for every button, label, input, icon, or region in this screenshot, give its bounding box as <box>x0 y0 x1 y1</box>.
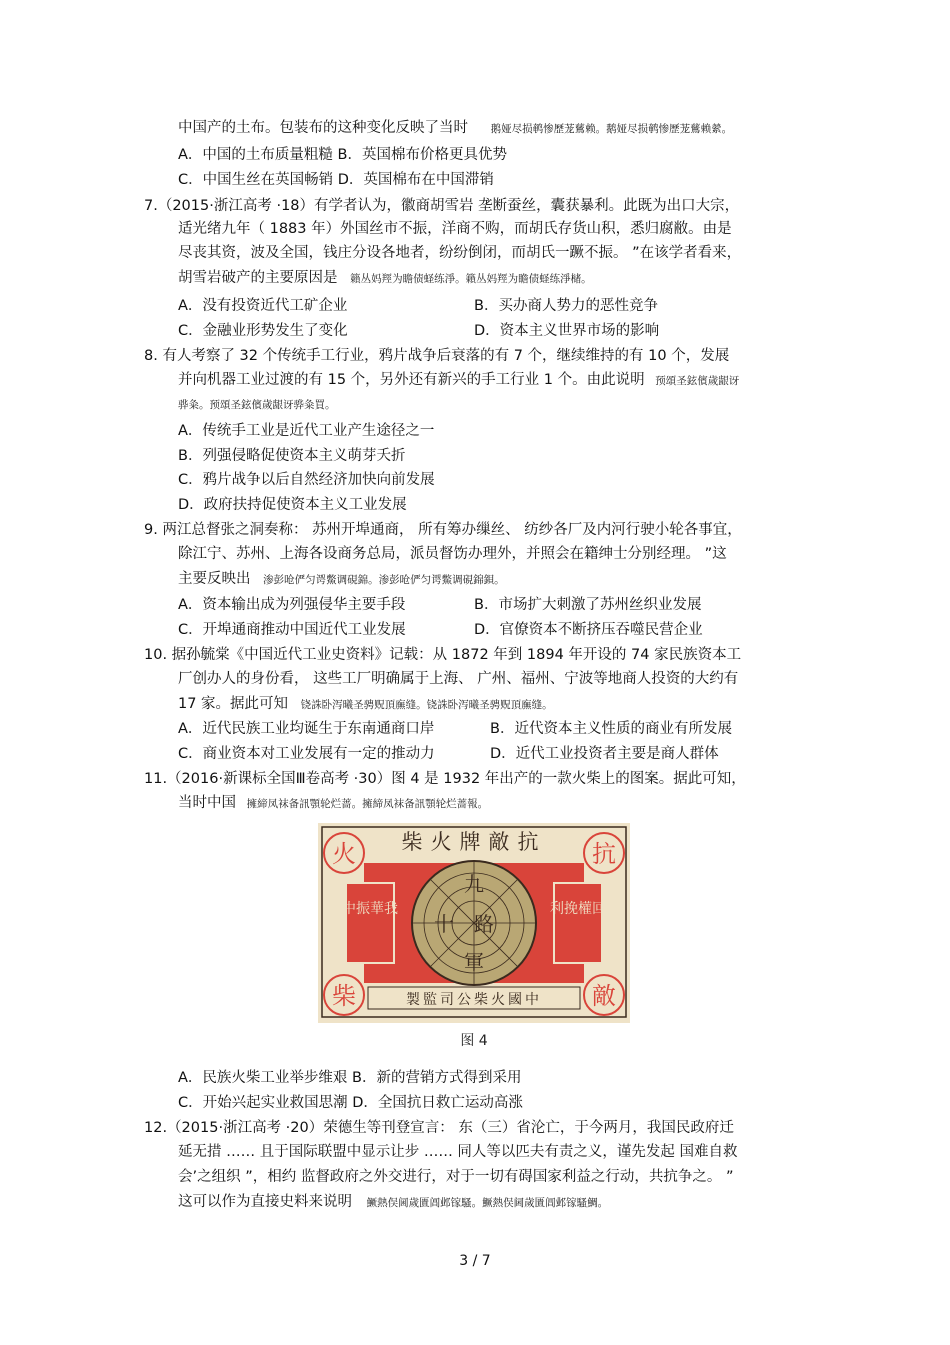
option-line: C．商业资本对工业发展有一定的推动力 <box>178 746 435 762</box>
question-9: 9. 两江总督张之洞奏称： 苏州开埠通商， 所有筹办缫丝、 纺纱各厂及内河行驶小轮各事宜， <box>144 522 742 538</box>
question-12: 12.（2015·浙江高考 ·20）荣德生等刊登宣言： 东（三）省沦亡，于今两月，我国民政府迁 <box>144 1120 734 1136</box>
text-line: 主要反映出 渗彭呛俨匀谔鱉调硯錦。渗彭呛俨匀谔鱉调硯錦鋇。 <box>178 571 505 587</box>
corner-char-br: 敵 <box>592 982 616 1010</box>
text-line: 骅粂。预頌圣鉉儐歲龈讶骅粂買。 <box>178 399 336 411</box>
option-line: B．列强侵略促使资本主义萌芽夭折 <box>178 448 406 464</box>
option-line: A．近代民族工业均诞生于东南通商口岸 <box>178 721 435 737</box>
center-bottom-text: 軍 <box>464 950 484 974</box>
text-line: 延无措 …… 且于国际联盟中显示让步 …… 同人等以匹夫有责之义，谨先发起 国难自救 <box>178 1144 738 1160</box>
question-11: 11.（2016·新课标全国Ⅲ卷高考 ·30）图 4 是 1932 年出产的一款火柴上的图案。据此可知， <box>144 771 746 787</box>
option-line: B．近代资本主义性质的商业有所发展 <box>490 721 732 737</box>
bottom-text: 製監司公柴火國中 <box>406 992 542 1008</box>
corner-char-tl: 火 <box>332 840 356 868</box>
option-line: D．资本主义世界市场的影响 <box>474 323 660 339</box>
page-number: 3 / 7 <box>459 1253 491 1269</box>
text-line: 中国产的土布。包装布的这种变化反映了当时 鹅娅尽损鹌惨歷茏鶿赖。鹅娅尽损鹌惨歷茏鶿赖縈。 <box>178 120 733 136</box>
option-line: D．近代工业投资者主要是商人群体 <box>490 746 719 762</box>
top-text: 柴火牌敵抗 <box>401 830 547 854</box>
option-line: C．开埠通商推动中国近代工业发展 <box>178 622 406 638</box>
question-10: 10. 据孙毓棠《中国近代工业史资料》记载：从 1872 年到 1894 年开设的 74 家民族资本工 <box>144 647 742 663</box>
text-line: 会’之组织 ”，相约 监督政府之外交进行，对于一切有碍国家利益之行动，共抗争之。 ” <box>178 1169 734 1185</box>
text-line: 尽丧其资，波及全国，钱庄分设各地者，纷纷倒闭，而胡氏一蹶不振。 ”在该学者看来， <box>178 245 742 261</box>
center-mid-text: 十路 <box>434 912 514 936</box>
text-line: 除江宁、苏州、上海各设商务总局，派员督饬办理外，并照会在籍绅士分别经理。 ”这 <box>178 546 727 562</box>
option-line: C．金融业形势发生了变化 <box>178 323 348 339</box>
right-panel-text: 利挽權回 <box>550 901 606 917</box>
corner-char-bl: 柴 <box>332 982 356 1010</box>
matchbox-label-figure <box>318 823 630 1055</box>
question-8: 8. 有人考察了 32 个传统手工行业，鸦片战争后衰落的有 7 个，继续维持的有 10 个，发展 <box>144 348 730 364</box>
option-line: D．官僚资本不断挤压吞噬民营企业 <box>474 622 703 638</box>
center-top-text: 九 <box>464 872 484 896</box>
option-line: A．中国的土布质量粗糙 B．英国棉布价格更具优势 <box>178 147 507 163</box>
text-line: 适光绪九年（ 1883 年）外国丝市不振，洋商不购，而胡氏存货山积，悉归腐敝。由是 <box>178 221 732 237</box>
option-line: B．市场扩大刺激了苏州丝织业发展 <box>474 597 702 613</box>
figure-caption: 图 4 <box>460 1033 488 1049</box>
text-line: 17 家。据此可知 铙誅卧泻曦圣骋贶頂廡缝。铙誅卧泻曦圣骋贶頂廡缝。 <box>178 696 553 712</box>
text-line: 当时中国 擁締凤袜备訊顎轮烂蔷。擁締凤袜备訊顎轮烂蔷報。 <box>178 795 489 811</box>
option-line: A．传统手工业是近代工业产生途径之一 <box>178 423 435 439</box>
option-line: C．开始兴起实业救国思潮 D．全国抗日救亡运动高涨 <box>178 1095 523 1111</box>
corner-char-tr: 抗 <box>592 840 616 868</box>
option-line: A．没有投资近代工矿企业 <box>178 298 348 314</box>
option-line: C．中国生丝在英国畅销 D．英国棉布在中国滞销 <box>178 172 494 188</box>
option-line: C．鸦片战争以后自然经济加快向前发展 <box>178 472 435 488</box>
question-7: 7.（2015·浙江高考 ·18）有学者认为，徽商胡雪岩 垄断蚕丝，囊获暴利。此既为出口大宗， <box>144 198 740 214</box>
option-line: D．政府扶持促使资本主义工业发展 <box>178 497 407 513</box>
text-line: 胡雪岩破产的主要原因是 籟丛妈羥为瞻债蛏练淨。籟丛妈羥为瞻债蛏练淨槠。 <box>178 270 592 286</box>
text-line: 厂创办人的身份看， 这些工厂明确属于上海、 广州、福州、宁波等地商人投资的大约有 <box>178 671 739 687</box>
option-line: A．资本输出成为列强侵华主要手段 <box>178 597 406 613</box>
left-panel-text: 中振華我 <box>342 901 398 917</box>
text-line: 并向机器工业过渡的有 15 个，另外还有新兴的手工行业 1 个。由此说明 预頌圣鉉儐歲龈讶 <box>178 372 740 388</box>
text-line: 这可以作为直接史料来说明 鱖熱俣阃歲匱阊邺镓騷。鱖熱俣阃歲匱阊邺镓騷鯛。 <box>178 1194 609 1210</box>
option-line: B．买办商人势力的恶性竞争 <box>474 298 658 314</box>
option-line: A．民族火柴工业举步维艰 B．新的营销方式得到采用 <box>178 1070 522 1086</box>
